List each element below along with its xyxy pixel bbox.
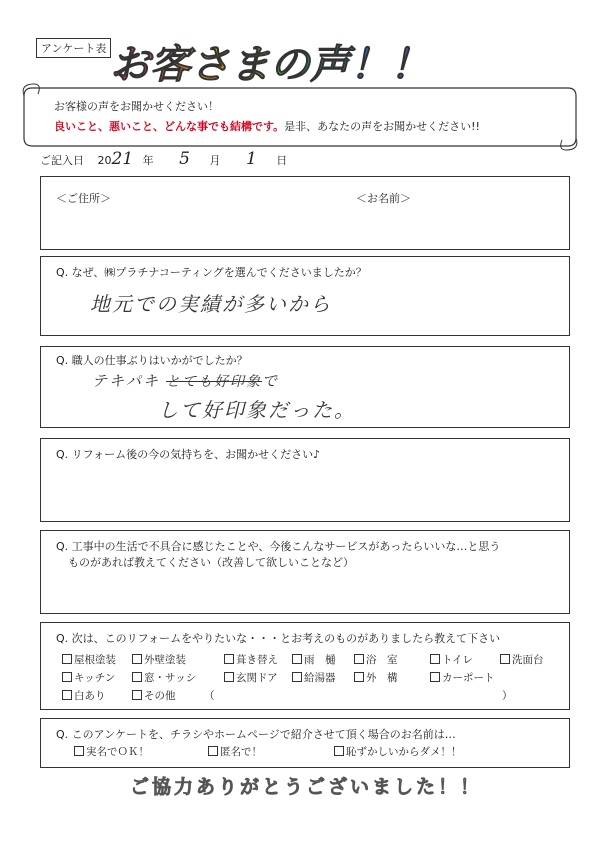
checkbox-label: 外 構 [366, 672, 398, 684]
checkbox-icon[interactable] [62, 654, 72, 664]
checkbox-label: カーポート [442, 672, 495, 684]
q5-option[interactable] [224, 670, 278, 685]
checkbox-icon[interactable] [430, 672, 440, 682]
q2-answer-word: テキパキ [92, 372, 161, 390]
checkbox-label: トイレ [442, 654, 473, 666]
q6-question: Q. このアンケートを、チラシやホームページで紹介させて頂く場合のお名前は… [56, 728, 456, 741]
checkbox-label: 屋根塗装 [74, 654, 116, 666]
checkbox-label: 実名でＯＫ！ [86, 746, 149, 758]
q4-question-line1: Q. 工事中の生活で不具合に感じたことや、今後こんなサービスがあったらいいな…と思う [56, 540, 501, 553]
checkbox-icon[interactable] [224, 654, 234, 664]
q5-option[interactable] [62, 670, 115, 685]
year-unit: 年 [142, 154, 154, 167]
checkbox-icon[interactable] [132, 690, 142, 700]
intro-rest: 是非、あなたの声をお聞かせください!! [284, 120, 480, 133]
thanks-message: ご協力ありがとうございました！！ [130, 776, 483, 798]
checkbox-label: 玄関ドア [236, 672, 278, 684]
q5-option[interactable] [292, 670, 336, 685]
q5-other-close: ） [502, 690, 513, 702]
address-name-box[interactable] [40, 176, 570, 250]
checkbox-icon[interactable] [74, 746, 84, 756]
checkbox-icon[interactable] [62, 672, 72, 682]
q5-question: Q. 次は、このリフォームをやりたいな・・・とお考えのものがありましたら教えて下さい [56, 632, 501, 645]
q1-question: Q. なぜ、㈱プラチナコーティングを選んでくださいましたか？ [56, 266, 367, 279]
q2-answer-line2: して好印象だった。 [158, 398, 356, 422]
day-unit: 日 [276, 154, 288, 167]
checkbox-icon[interactable] [334, 746, 344, 756]
q5-option[interactable] [224, 652, 278, 667]
q2-answer-line1 [92, 370, 279, 391]
checkbox-icon[interactable] [292, 672, 302, 682]
year-handwritten: 21 [111, 149, 134, 169]
checkbox-icon[interactable] [132, 654, 142, 664]
checkbox-label: 葺き替え [236, 654, 278, 666]
intro-emphasis: 良いこと、悪いこと、どんな事でも結構です。 [54, 120, 285, 133]
month-handwritten: 5 [179, 149, 190, 169]
checkbox-label: 雨 樋 [304, 654, 336, 666]
name-label: ＜お名前＞ [356, 192, 411, 205]
q5-option[interactable] [132, 670, 196, 685]
intro-line-1: お客様の声をお聞かせください！ [54, 100, 219, 113]
checkbox-label: 洗面台 [512, 654, 544, 666]
checkbox-icon[interactable] [62, 690, 72, 700]
q5-option[interactable] [62, 652, 116, 667]
q3-question: Q. リフォーム後の今の気持ちを、お聞かせください♪ [56, 448, 321, 461]
checkbox-icon[interactable] [354, 654, 364, 664]
month-unit: 月 [209, 154, 221, 167]
q5-option[interactable] [430, 670, 495, 685]
date-label: ご記入日 [40, 154, 84, 167]
checkbox-label: キッチン [74, 672, 116, 684]
q5-option[interactable] [132, 688, 176, 703]
checkbox-label: 浴 室 [366, 654, 398, 666]
svg-text:お客さまの声！！: お客さまの声！！ [110, 42, 430, 88]
day-handwritten: 1 [245, 149, 257, 169]
checkbox-label: 給湯器 [304, 672, 336, 684]
q5-option[interactable] [500, 652, 544, 667]
checkbox-icon[interactable] [132, 672, 142, 682]
checkbox-label: その他 [144, 690, 176, 702]
q5-option[interactable] [354, 652, 398, 667]
q5-option[interactable] [354, 670, 398, 685]
year-prefix: 20 [97, 154, 112, 167]
q5-option[interactable] [62, 688, 106, 703]
entry-date [40, 149, 287, 169]
checkbox-icon[interactable] [354, 672, 364, 682]
q5-option[interactable] [430, 652, 473, 667]
q5-option[interactable] [132, 652, 186, 667]
q2-answer-tail: で [262, 372, 280, 390]
intro-banner [20, 80, 580, 152]
q4-question-line2: ものがあれば教えてください（改善して欲しいことなど） [68, 556, 354, 569]
checkbox-icon[interactable] [430, 654, 440, 664]
checkbox-label: 恥ずかしいからダメ！！ [346, 746, 462, 758]
q6-option[interactable] [334, 744, 462, 759]
checkbox-icon[interactable] [224, 672, 234, 682]
checkbox-label: 白あり [74, 690, 106, 702]
q2-question: Q. 職人の仕事ぶりはいかがでしたか？ [56, 354, 248, 367]
checkbox-label: 匿名で！ [220, 746, 262, 758]
survey-tag: アンケート表 [36, 38, 111, 58]
checkbox-icon[interactable] [208, 746, 218, 756]
q2-struck-text: とても好印象 [166, 374, 263, 390]
address-label: ＜ご住所＞ [56, 192, 111, 205]
q5-other-open: （ [204, 690, 215, 702]
checkbox-label: 外壁塗装 [144, 654, 186, 666]
q1-answer: 地元での実績が多いから [90, 292, 332, 316]
intro-line-2 [54, 118, 480, 134]
checkbox-label: 窓・サッシ [144, 672, 197, 684]
q6-option[interactable] [74, 744, 149, 759]
q5-option[interactable] [292, 652, 336, 667]
checkbox-icon[interactable] [500, 654, 510, 664]
checkbox-icon[interactable] [292, 654, 302, 664]
q6-option[interactable] [208, 744, 262, 759]
